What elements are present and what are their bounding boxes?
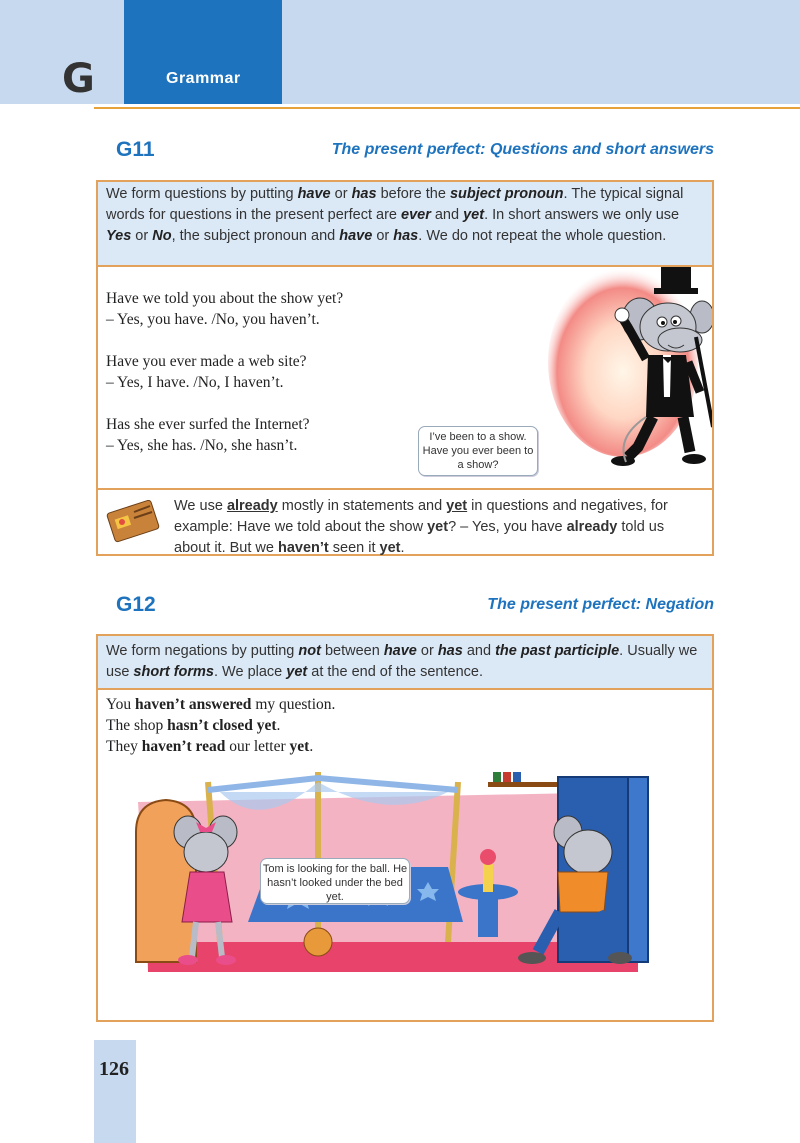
- g11-divider: [98, 488, 712, 490]
- g12-title: The present perfect: Negation: [487, 596, 714, 613]
- example-answer: – Yes, I have. /No, I haven’t.: [106, 374, 284, 391]
- text: my question.: [251, 696, 336, 713]
- keyword: already: [226, 498, 278, 514]
- text: mostly in statements and: [277, 498, 447, 514]
- g12-rule-text: [106, 641, 704, 683]
- keyword: Yes: [106, 228, 132, 244]
- mouse-showman-illustration: [518, 267, 712, 473]
- keyword: has: [393, 228, 419, 244]
- text: . The typical signal words for questions in the present perfect are: [106, 186, 684, 223]
- text: before the: [376, 186, 450, 202]
- keyword: the past participle: [495, 643, 620, 659]
- example-sentence: [106, 736, 606, 757]
- example-answer: – Yes, she has. /No, she hasn’t.: [106, 437, 298, 454]
- text: The shop: [106, 717, 168, 734]
- keyword: has: [351, 186, 377, 202]
- example-sentence: [106, 694, 606, 715]
- page-number: 126: [99, 1058, 129, 1080]
- text: We use: [174, 498, 227, 514]
- text: seen it: [328, 540, 380, 556]
- keyword: yet: [379, 540, 401, 556]
- section-tab: [124, 0, 282, 104]
- page-margin-strip: [94, 1040, 136, 1143]
- notepad-icon: [104, 500, 162, 544]
- text: .: [400, 540, 405, 556]
- example-question: Have you ever made a web site?: [106, 353, 307, 370]
- text: .: [276, 717, 281, 734]
- text: or: [372, 228, 394, 244]
- g11-title: The present perfect: Questions and short answers: [331, 141, 714, 158]
- g12-id: G12: [116, 593, 156, 616]
- text: or: [416, 643, 438, 659]
- text: . In short answers we only use: [484, 207, 680, 223]
- text: They: [106, 738, 142, 755]
- keyword: yet: [463, 207, 485, 223]
- keyword: ever: [401, 207, 431, 223]
- text: in questions and negatives, for example: Have we told about the show: [174, 498, 668, 535]
- keyword: yet: [427, 519, 449, 535]
- keyword: haven’t answered: [135, 696, 252, 713]
- keyword: yet: [286, 664, 308, 680]
- g11-id: G11: [116, 138, 155, 161]
- keyword: subject pronoun: [449, 186, 564, 202]
- text: our letter: [225, 738, 290, 755]
- example-question: Has she ever surfed the Internet?: [106, 416, 310, 433]
- g12-rule-panel: [98, 636, 712, 690]
- keyword: have: [297, 186, 331, 202]
- keyword: has: [437, 643, 463, 659]
- g11-examples: [106, 288, 436, 456]
- text: or: [330, 186, 352, 202]
- text: and: [462, 643, 496, 659]
- text: . We do not repeat the whole question.: [418, 228, 667, 244]
- g12-box: [96, 634, 714, 1022]
- text: . Usually we use: [106, 643, 698, 680]
- section-name: Grammar: [166, 70, 241, 87]
- text: We form questions by putting: [106, 186, 298, 202]
- g11-speech-bubble: I’ve been to a show. Have you ever been to a show?: [418, 426, 538, 476]
- keyword: already: [566, 519, 618, 535]
- text: at the end of the sentence.: [307, 664, 483, 680]
- keyword: have: [339, 228, 373, 244]
- text: and: [430, 207, 464, 223]
- g11-box: [96, 180, 714, 556]
- keyword: No: [152, 228, 172, 244]
- g12-examples: [106, 694, 606, 757]
- keyword: yet: [446, 498, 468, 514]
- text: , the subject pronoun and: [171, 228, 340, 244]
- keyword: not: [298, 643, 321, 659]
- keyword: yet: [289, 738, 310, 755]
- text: You: [106, 696, 136, 713]
- g11-note-text: [174, 496, 704, 559]
- keyword: hasn’t closed yet: [167, 717, 277, 734]
- text: between: [320, 643, 384, 659]
- example-answer: – Yes, you have. /No, you haven’t.: [106, 311, 320, 328]
- example-question: Have we told you about the show yet?: [106, 290, 344, 307]
- header-divider: [94, 107, 800, 109]
- text: ? – Yes, you have: [448, 519, 567, 535]
- text: .: [309, 738, 314, 755]
- text: We form negations by putting: [106, 643, 299, 659]
- keyword: haven’t read: [141, 738, 226, 755]
- g12-speech-bubble: Tom is looking for the ball. He hasn’t looked under the bed yet.: [260, 858, 410, 904]
- text: . We place: [214, 664, 287, 680]
- text: told us about it. But we: [174, 519, 665, 556]
- example-sentence: [106, 715, 606, 736]
- keyword: haven’t: [277, 540, 329, 556]
- section-letter: G: [62, 56, 95, 102]
- text: or: [131, 228, 153, 244]
- keyword: short forms: [133, 664, 214, 680]
- keyword: have: [383, 643, 417, 659]
- g11-rule-text: [106, 184, 704, 247]
- section-letter-block: [0, 0, 124, 104]
- g11-rule-panel: [98, 182, 712, 267]
